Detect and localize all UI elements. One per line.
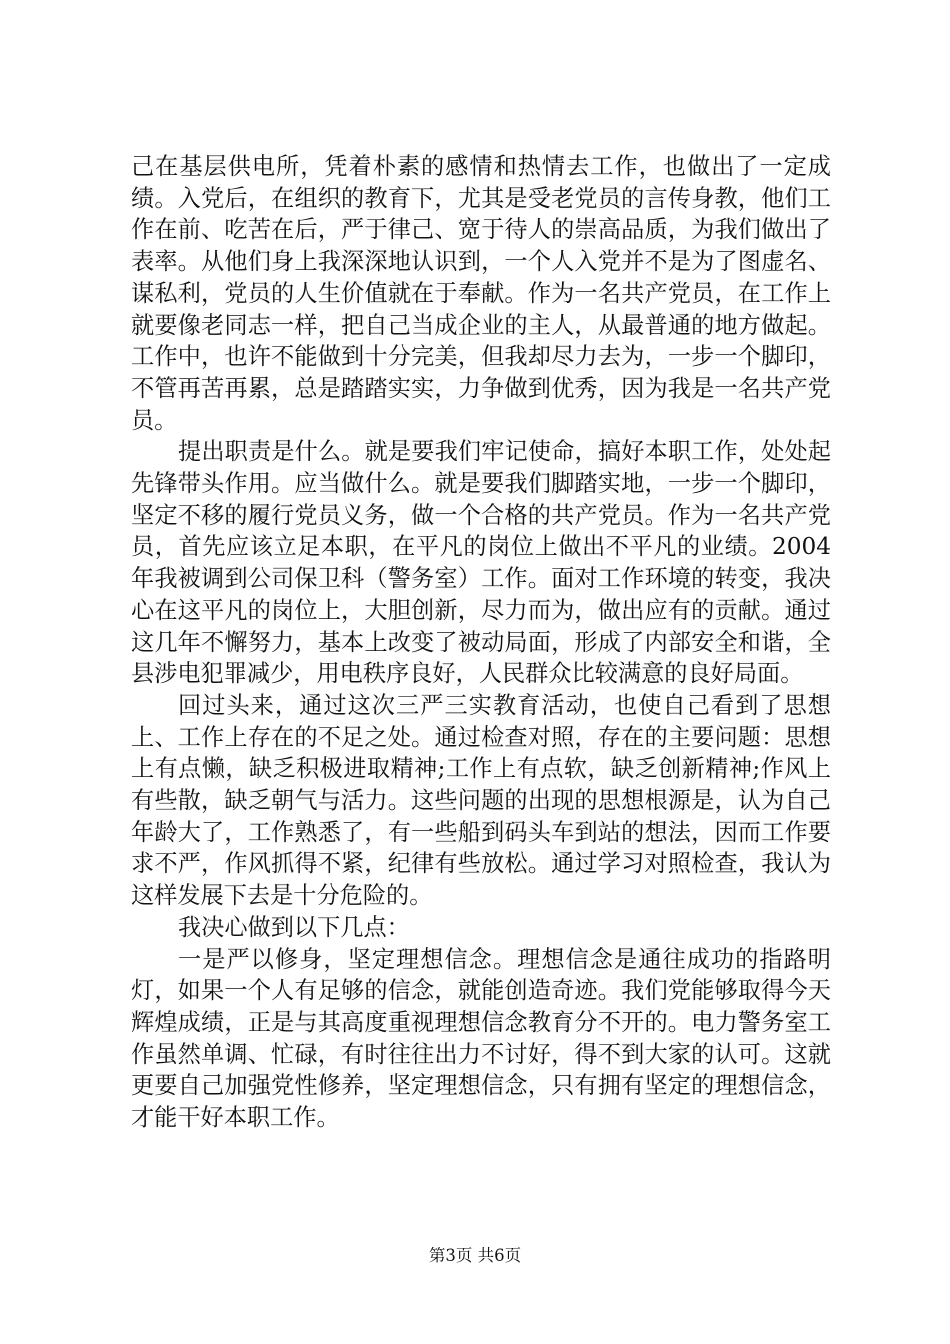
paragraph-3: 回过头来，通过这次三严三实教育活动，也使自己看到了思想上、工作上存在的不足之处。通过检查对照，存在的主要问题：思想上有点懒，缺乏积极进取精神;工作上有点软，缺乏创新精神;作风上有些散，缺乏朝气与活力。这些问题的出现的思想根源是，认为自己年龄大了，工作熟悉了，有一些船到码头车到站的想法，因而工作要求不严，作风抓得不紧，纪律有些放松。通过学习对照检查，我认为这样发展下去是十分危险的。	[131, 691, 831, 910]
paragraph-5: 一是严以修身，坚定理想信念。理想信念是通往成功的指路明灯，如果一个人有足够的信念，就能创造奇迹。我们党能够取得今天辉煌成绩，正是与其高度重视理想信念教育分不开的。电力警务室工作虽然单调、忙碌，有时往往出力不讨好，得不到大家的认可。这就更要自己加强党性修养，坚定理想信念，只有拥有坚定的理想信念，才能干好本职工作。	[131, 945, 831, 1132]
paragraph-2: 提出职责是什么。就是要我们牢记使命，搞好本职工作，处处起先锋带头作用。应当做什么。就是要我们脚踏实地，一步一个脚印，坚定不移的履行党员义务，做一个合格的共产党员。作为一名共产党员，首先应该立足本职，在平凡的岗位上做出不平凡的业绩。2004年我被调到公司保卫科（警务室）工作。面对工作环境的转变，我决心在这平凡的岗位上，大胆创新，尽力而为，做出应有的贡献。通过这几年不懈努力，基本上改变了被动局面，形成了内部安全和谐，全县涉电犯罪减少，用电秩序良好，人民群众比较满意的良好局面。	[131, 438, 831, 688]
document-body	[131, 151, 831, 1134]
paragraph-4: 我决心做到以下几点：	[178, 913, 410, 941]
page-number-footer: 第3页 共6页	[428, 1246, 522, 1265]
paragraph-1: 己在基层供电所，凭着朴素的感情和热情去工作，也做出了一定成绩。入党后，在组织的教育下，尤其是受老党员的言传身教，他们工作在前、吃苦在后，严于律己、宽于待人的崇高品质，为我们做出了表率。从他们身上我深深地认识到，一个人入党并不是为了图虚名、谋私利，党员的人生价值就在于奉献。作为一名共产党员，在工作上就要像老同志一样，把自己当成企业的主人，从最普通的地方做起。工作中，也许不能做到十分完美，但我却尽力去为，一步一个脚印，不管再苦再累，总是踏踏实实，力争做到优秀，因为我是一名共产党员。	[131, 153, 831, 434]
